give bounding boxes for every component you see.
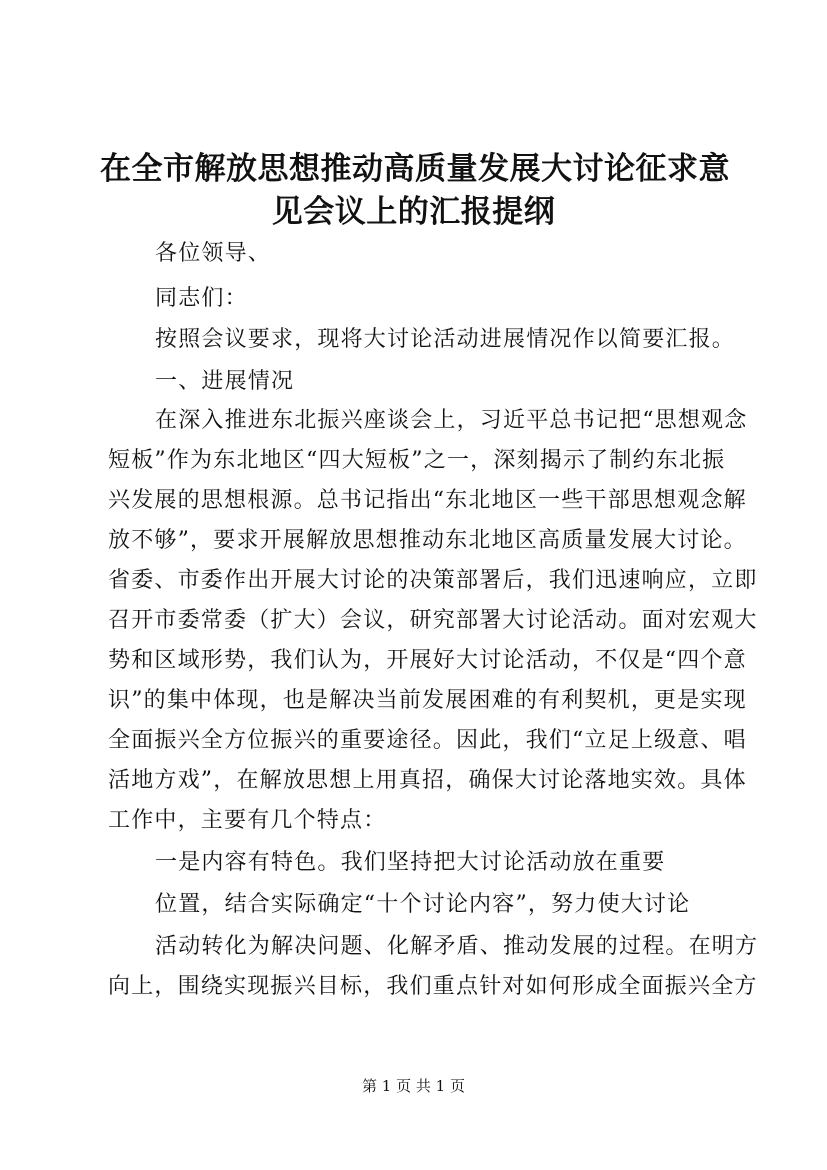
paragraph-line: 召开市委常委（扩大）会议，研究部署大讨论活动。面对宏观大 (108, 608, 758, 633)
paragraph-line: 兴发展的思想根源。总书记指出“东北地区一些干部思想观念解 (108, 488, 747, 513)
page-footer: 第 1 页 共 1 页 (362, 1077, 465, 1095)
document-title (100, 148, 730, 234)
paragraph-line: 活地方戏”，在解放思想上用真招，确保大讨论落地实效。具体 (108, 768, 747, 793)
paragraph-line: 识”的集中体现，也是解决当前发展困难的有利契机，更是实现 (108, 688, 747, 713)
paragraph-line: 放不够”，要求开展解放思想推动东北地区高质量发展大讨论。 (108, 528, 747, 553)
paragraph-line: 一是内容有特色。我们坚持把大讨论活动放在重要 (155, 850, 666, 875)
paragraph-line: 省委、市委作出开展大讨论的决策部署后，我们迅速响应，立即 (108, 568, 758, 593)
section-heading: 一、进展情况 (155, 369, 295, 394)
salutation-line: 同志们： (155, 286, 248, 311)
paragraph-line: 在深入推进东北振兴座谈会上，习近平总书记把“思想观念 (155, 408, 748, 433)
paragraph-line: 势和区域形势，我们认为，开展好大讨论活动，不仅是“四个意 (108, 648, 747, 673)
paragraph-line: 短板”作为东北地区“四大短板”之一，深刻揭示了制约东北振 (108, 448, 726, 473)
paragraph-line: 向上，围绕实现振兴目标，我们重点针对如何形成全面振兴全方 (108, 974, 758, 999)
paragraph-line: 位置，结合实际确定“十个讨论内容”，努力使大讨论 (155, 892, 691, 917)
salutation-line: 各位领导、 (155, 241, 272, 266)
paragraph-line: 全面振兴全方位振兴的重要途径。因此，我们“立足上级意、唱 (108, 728, 747, 753)
paragraph-line: 活动转化为解决问题、化解矛盾、推动发展的过程。在明方 (155, 934, 759, 959)
title-line: 在全市解放思想推动高质量发展大讨论征求意 (100, 151, 730, 187)
title-line: 见会议上的汇报提纲 (271, 194, 556, 230)
paragraph-line: 工作中，主要有几个特点： (108, 808, 387, 833)
paragraph-line: 按照会议要求，现将大讨论活动进展情况作以简要汇报。 (155, 327, 736, 352)
